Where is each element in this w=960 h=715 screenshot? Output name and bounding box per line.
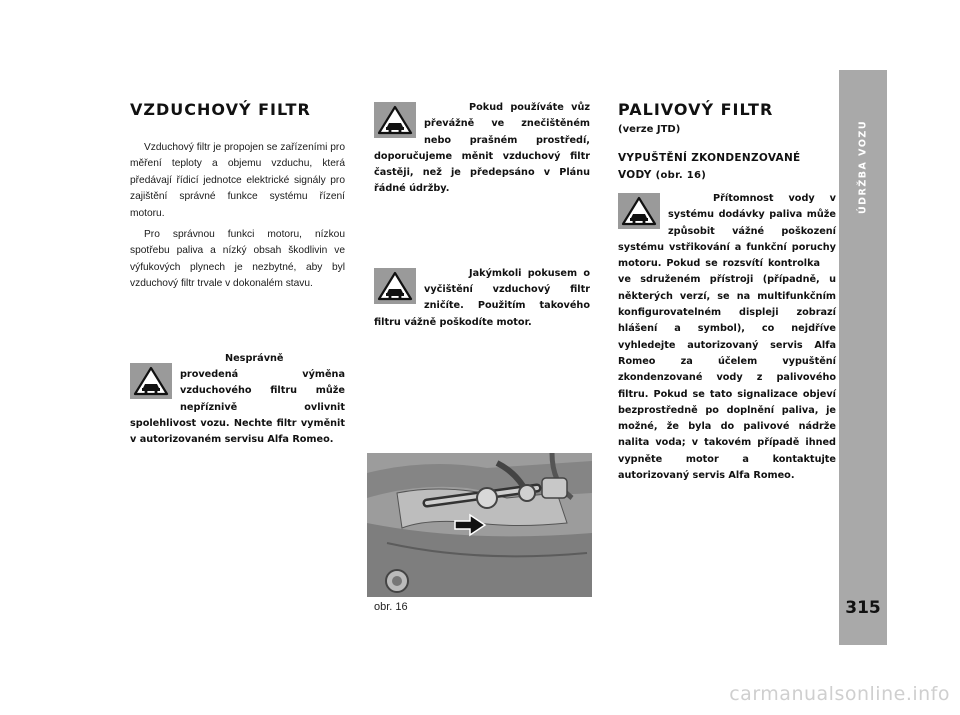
car-warning-triangle-icon [130, 363, 172, 399]
car-warning-triangle-icon [374, 268, 416, 304]
air-filter-warning [130, 351, 345, 449]
dusty-environment-warning [374, 100, 590, 198]
water-in-fuel-warning [618, 191, 836, 484]
air-filter-paragraph-2: Pro správnou funkci motoru, nízkou spotřebu paliva a nízký obsah škodlivin ve výfukových plynech je nezbytné, aby byl vzduchový filtr trvale v dokonalém stavu. [130, 229, 345, 290]
dusty-environment-warning-text: Pokud používáte vůz převážně ve znečištěném nebo prašném prostředí, doporučujeme měnit vzduchový filtr častěji, než je předepsáno v Plánu řádné údržby. [374, 102, 590, 195]
fuel-filter-title: PALIVOVÝ FILTR [618, 100, 774, 119]
car-warning-triangle-icon [618, 193, 660, 229]
water-in-fuel-warning-text: Přítomnost vody v systému dodávky paliva může způsobit vážné poškození systému vstřikování a funkční poruchy motoru. Pokud se rozsvítí kontrolka ve sdruženém přístroji (případně, u některých verzí, se na multifunkčním konfigurovatelném displeji zobrazí hlášení a symbol), co nejdříve vyhledejte autorizovaný servis Alfa Romeo za účelem vypuštění zkondenzované vody z palivového filtru. Pokud se tato signalizace objeví bezprostředně po doplnění paliva, je možné, že byla do palivové nádrže nalita voda; v takovém případě ihned vypněte motor a kontaktujte autorizovaný servis Alfa Romeo. [618, 191, 836, 484]
water-drain-subheading [618, 150, 836, 184]
water-in-fuel-icon [825, 257, 836, 267]
water-drain-subheading-line2: VODY [618, 169, 652, 181]
middle-column [374, 100, 590, 331]
air-filter-paragraph-1: Vzduchový filtr je propojen se zařízeními pro měření teploty a objemu vzduchu, která předávají řídicí jednotce elektrické signály pro zajištění správné funkce systému řízení motoru. [130, 142, 345, 219]
engine-figure [367, 453, 592, 597]
section-label: ÚDRŽBA VOZU [857, 119, 869, 215]
water-drain-figure-ref: (obr. 16) [655, 170, 707, 181]
figure-caption: obr. 16 [374, 601, 408, 613]
air-filter-title: VZDUCHOVÝ FILTR [130, 100, 311, 119]
watermark: carmanualsonline.info [729, 683, 950, 705]
air-filter-section [130, 100, 345, 448]
page-number: 315 [845, 598, 881, 618]
fuel-filter-section [618, 100, 836, 484]
cleaning-warning-text: Jakýmkoli pokusem o vyčištění vzduchový filtr zničíte. Použitím takového filtru vážně poškodíte motor. [374, 267, 590, 328]
car-warning-triangle-icon [374, 102, 416, 138]
engine-photo [367, 453, 592, 597]
air-filter-warning-text: Nesprávně provedená výměna vzduchového filtru může nepříznivě ovlivnit spolehlivost vozu. Nechte filtr vyměnit v autorizovaném servisu Alfa Romeo. [130, 352, 345, 446]
water-drain-subheading-line1: VYPUŠTĚNÍ ZKONDENZOVANÉ [618, 152, 801, 164]
fuel-filter-subtitle: (verze JTD) [618, 124, 681, 135]
cleaning-warning [374, 266, 590, 331]
section-sidebar [839, 70, 887, 645]
